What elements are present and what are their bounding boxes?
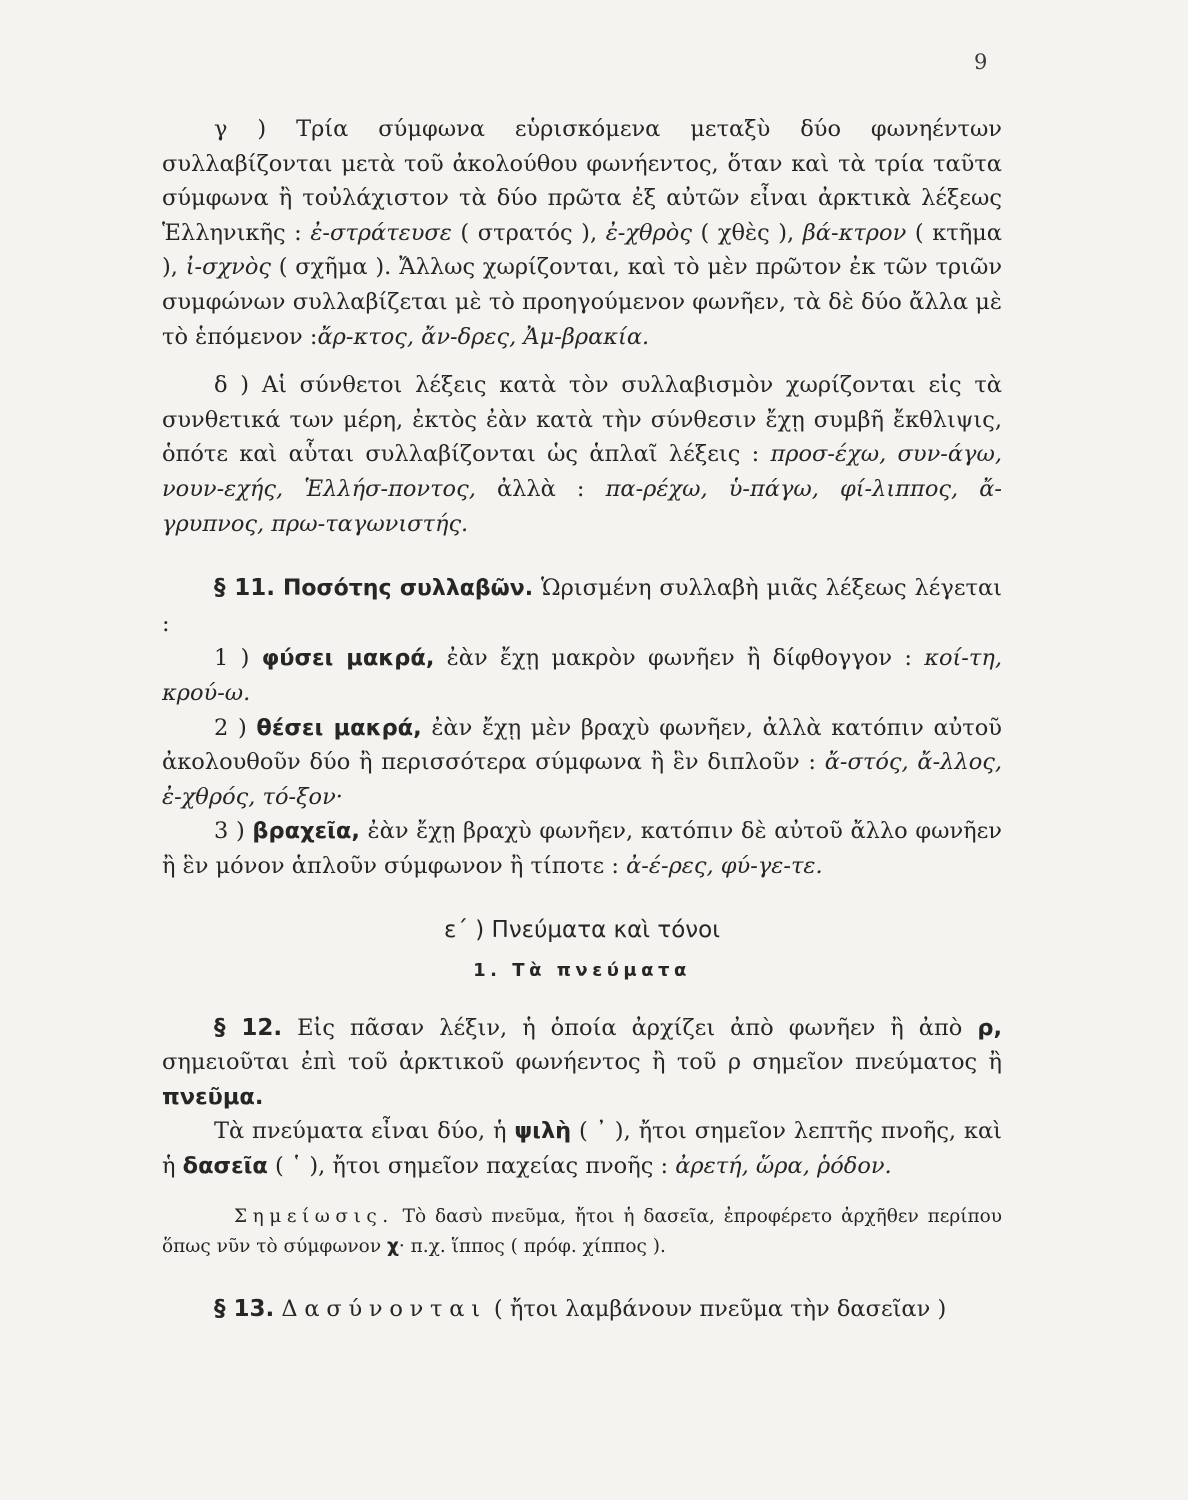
delta-text: δ ) Αἱ σύνθετοι λέξεις κατὰ τὸν συλλαβισμὸν χωρίζονται εἰς τὰ συνθετικά των μέρη, ἐκτὸς ἐὰν κατὰ τὴν σύνθεσιν ἔχῃ συμβῆ ἔκθλιψις, ὁπότε καὶ αὗται συλλαβίζονται ὡς ἁπλαῖ λέξεις : <box>162 372 1002 468</box>
gamma-text: ( σχῆμα ). Ἄλλως χωρίζονται, καὶ τὸ μὲν πρῶτον ἐκ τῶν τριῶν συμφώνων συλλαβίζεται μὲ τὸ προηγούμενον φωνῆεν, τὰ δὲ δύο ἄλλα μὲ τὸ ἑπόμενον : <box>162 254 1002 350</box>
note <box>162 1202 1002 1262</box>
section-text: Ὡρισμένη συλλαβὴ μιᾶς λέξεως λέγεται : <box>162 575 1002 637</box>
section-text: σημειοῦται ἐπὶ τοῦ ἀρκτικοῦ φωνήεντος ἢ τοῦ ρ σημεῖον πνεύματος ἢ <box>162 1049 1002 1076</box>
paragraph-text: ( ᾿ ), ἤτοι σημεῖον λεπτῆς πνοῆς, καὶ ἡ <box>162 1118 1003 1180</box>
page-number: 9 <box>974 50 988 74</box>
item-text: ἐὰν ἔχῃ μακρὸν φωνῆεν ἢ δίφθογγον : <box>434 645 925 672</box>
delta-text: ἀλλὰ : <box>475 475 606 502</box>
item-text: ἐὰν ἔχῃ βραχὺ φωνῆεν, κατόπιν δὲ αὐτοῦ ἄλλο φωνῆεν ἢ ἓν μόνον ἁπλοῦν σύμφωνον ἢ τίποτε : <box>162 818 1002 879</box>
example-word: ἄρ-κτος, ἄν-δρες, Ἀμ-βρακία. <box>317 323 650 350</box>
list-item <box>162 641 1002 710</box>
example-word: ἐ-στράτευσε <box>310 219 452 246</box>
note-label: Σημείωσις. <box>234 1205 394 1227</box>
paragraph-delta <box>162 368 1002 541</box>
paragraph-breathings <box>162 1114 1002 1183</box>
note-text: Τὸ δασὺ πνεῦμα, ἤτοι ἡ δασεῖα, ἐπροφέρετο ἀρχῆθεν περίπου ὅπως νῦν τὸ σύμφωνον <box>162 1205 1002 1257</box>
term: ψιλὴ <box>514 1118 572 1145</box>
example-word: ἀρετή, ὥρα, ῥόδον. <box>675 1153 892 1180</box>
example-word: βά-κτρον <box>802 219 907 246</box>
section-text: Εἰς πᾶσαν λέξιν, ἡ ὁποία ἀρχίζει ἀπὸ φωνῆεν ἢ ἀπὸ <box>282 1014 978 1041</box>
gamma-text: γ ) Τρία σύμφωνα εὑρισκόμενα μεταξὺ δύο φωνηέντων συλλαβίζονται μετὰ τοῦ ἀκολούθου φωνήεντος, ὅταν καὶ τὰ τρία ταῦτα σύμφωνα ἢ τοὐλάχιστον τὰ δύο πρῶτα ἐξ αὐτῶν εἶναι ἀρκτικὰ λέξεως Ἑλληνικῆς : <box>162 116 1002 246</box>
example-word: κοί-τη, κρού-ω. <box>162 645 1002 706</box>
item-number: 1 ) <box>214 645 262 672</box>
section-keyword: Δασύνονται <box>281 1295 487 1322</box>
example-word: ἐ-χθρὸς <box>605 219 692 246</box>
section-number: § 11. <box>214 575 276 602</box>
term: φύσει μακρά, <box>261 645 435 672</box>
chapter-subheading: 1. Τὰ πνεύματα <box>473 960 691 982</box>
item-number: 2 ) <box>214 714 257 741</box>
section-12 <box>162 1011 1002 1115</box>
section-11 <box>162 571 1002 641</box>
list-item <box>162 814 1002 883</box>
item-text: ἐὰν ἔχῃ μὲν βραχὺ φωνῆεν, ἀλλὰ κατόπιν αὐτοῦ ἀκολουθοῦν δύο ἢ περισσότερα σύμφωνα ἢ ἓν διπλοῦν : <box>162 714 1002 776</box>
paragraph-gamma <box>162 112 1002 354</box>
paragraph-text: Τὰ πνεύματα εἶναι δύο, ἡ <box>214 1118 515 1145</box>
section-text: ( ἤτοι λαμβάνουν πνεῦμα τὴν δασεῖαν ) <box>486 1295 947 1322</box>
term: θέσει μακρά, <box>256 714 422 741</box>
chi-letter: χ <box>386 1235 399 1257</box>
gamma-text: ( κτῆμα ), <box>162 219 1002 281</box>
paragraph-text: ( ῾ ), ἤτοι σημεῖον παχείας πνοῆς : <box>267 1153 676 1180</box>
section-title: Ποσότης συλλαβῶν. <box>282 576 534 602</box>
list-item <box>162 711 1002 815</box>
gamma-text: ( στρατός ), <box>451 219 606 246</box>
item-number: 3 ) <box>214 818 253 845</box>
rho-letter: ρ, <box>977 1014 1002 1041</box>
page-body <box>162 112 1002 1326</box>
note-text: · π.χ. ἵππος ( πρόφ. χίππος ). <box>398 1235 666 1257</box>
example-word: πα-ρέχω, ὑ-πάγω, φί-λιππος, ἄ-γρυπνος, πρω-ταγωνιστής. <box>162 475 1002 537</box>
example-word: προσ-έχω, συν-άγω, νουν-εχής, Ἑλλήσ-ποντος, <box>162 441 1002 502</box>
section-number: § 13. <box>214 1295 275 1322</box>
example-word: ἄ-στός, ἄ-λλος, ἐ-χθρός, τό-ξον· <box>162 749 1002 810</box>
gamma-text: ( χθὲς ), <box>691 219 803 246</box>
section-number: § 12. <box>214 1014 283 1041</box>
example-word: ἰ-σχνὸς <box>185 254 271 281</box>
chapter-heading: ε΄ ) Πνεύματα καὶ τόνοι <box>444 917 720 944</box>
term: πνεῦμα. <box>162 1083 264 1110</box>
term: βραχεῖα, <box>252 818 360 845</box>
example-word: ἀ-έ-ρες, φύ-γε-τε. <box>626 852 823 879</box>
term: δασεῖα <box>182 1153 268 1180</box>
section-13 <box>162 1292 1002 1327</box>
